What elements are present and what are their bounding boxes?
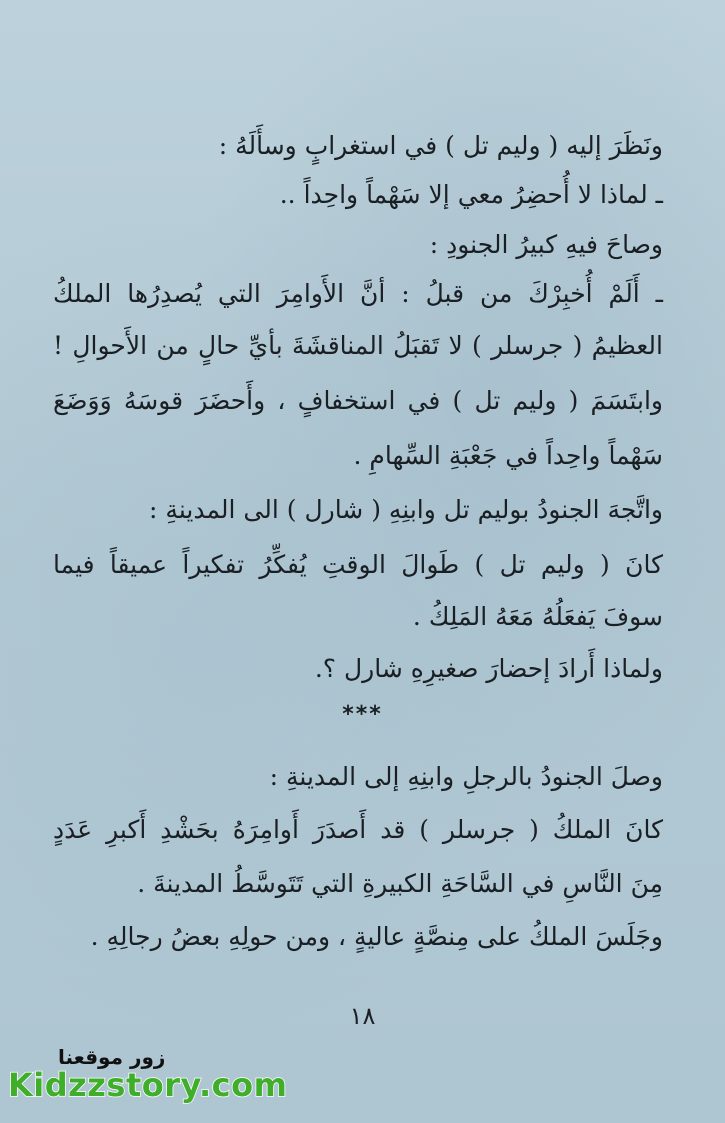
text-line: مِنَ النَّاسِ في السَّاحَةِ الكبيرةِ التي تَتَوسَّطُ المدينةَ . [137,869,663,898]
text-line: سوفَ يَفعَلُهُ مَعَهُ المَلِكُ . [412,602,663,631]
text-line: كانَ الملكُ ( جرسلر ) قد أَصدَرَ أَوامِرَهُ بحَشْدِ أَكبرِ عَدَدٍ [53,815,663,844]
watermark-visit-text: زور موقعنا [58,1045,166,1069]
page-number: ١٨ [349,1002,376,1030]
text-line: واتَّجهَ الجنودُ بوليم تل وابنِهِ ( شارل ) الى المدينةِ : [149,495,663,524]
text-line: وصاحَ فيهِ كبيرُ الجنودِ : [429,230,663,259]
text-line: ـ أَلَمْ أُخبِرْكَ من قبلُ : أنَّ الأَوامِرَ التي يُصدِرُها الملكُ [53,279,663,308]
text-line: وصلَ الجنودُ بالرجلِ وابنِهِ إلى المدينةِ : [269,762,663,791]
text-line: كانَ ( وليم تل ) طَوالَ الوقتِ يُفكِّرُ تفكيراً عميقاً فيما [53,550,663,579]
watermark-site-logo[interactable]: Kidzzstory.com [8,1066,288,1104]
text-line: وابتَسَمَ ( وليم تل ) في استخفافٍ ، وأَحضَرَ قوسَهُ وَوَضَعَ [53,386,663,415]
text-line: وجَلَسَ الملكُ على مِنصَّةٍ عاليةٍ ، ومن حولِهِ بعضُ رجالِهِ . [90,922,663,951]
text-line: ونَظَرَ إليه ( وليم تل ) في استغرابٍ وسأَلَهُ : [218,131,663,160]
section-separator: *** [342,702,383,727]
text-line: العظيمُ ( جرسلر ) لا تَقبَلُ المناقشَةَ بأيِّ حالٍ من الأَحوالِ ! [53,331,663,360]
text-line: سَهْماً واحِداً في جَعْبَةِ السِّهامِ . [353,441,663,470]
text-line: ـ لماذا لا أُحضِرُ معي إلا سَهْماً واحِداً .. [279,180,663,209]
text-line: ولماذا أَرادَ إحضارَ صغيرِهِ شارل ؟. [314,654,663,683]
